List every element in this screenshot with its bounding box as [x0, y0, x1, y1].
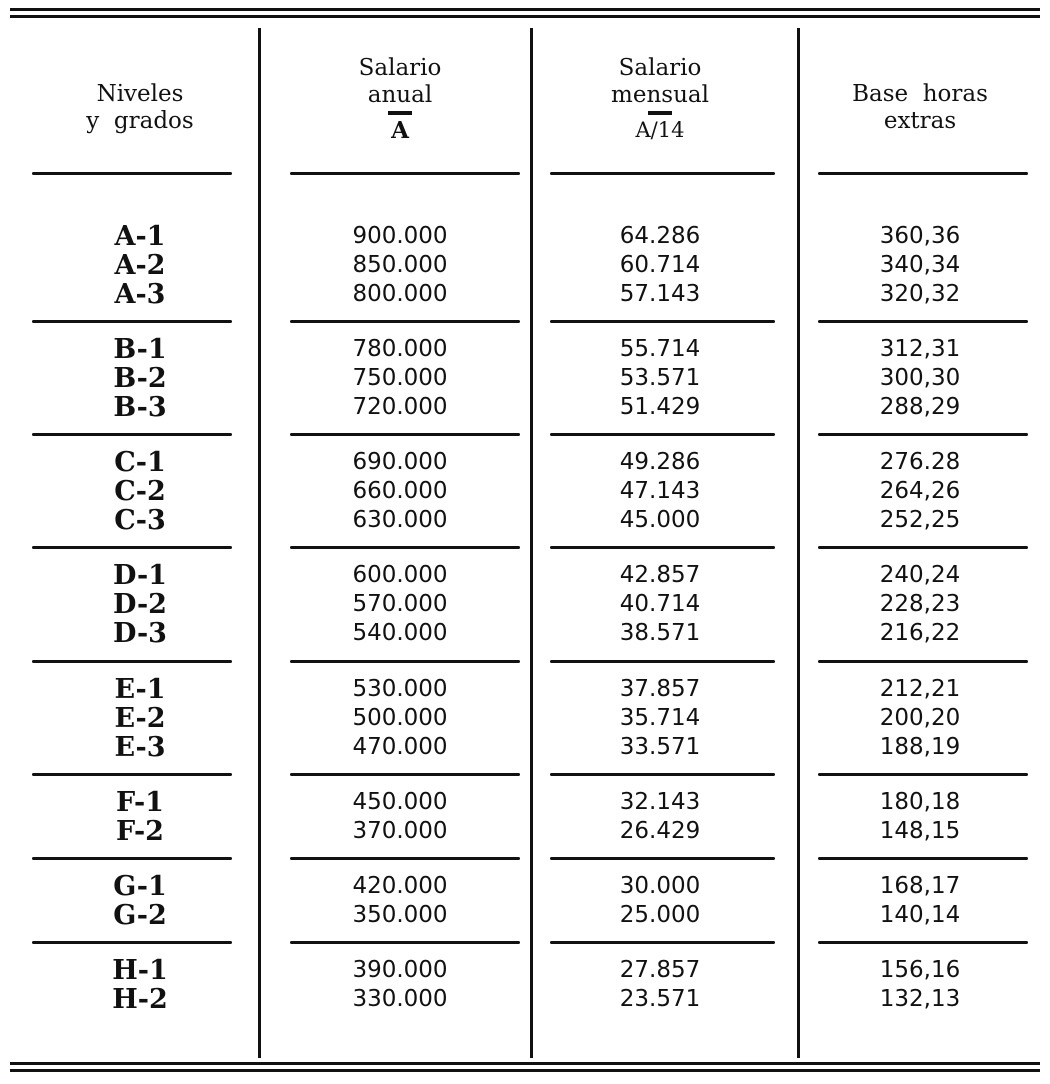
header-monthly-line1: Salario: [618, 55, 702, 81]
cell-monthly: 53.571: [619, 365, 701, 391]
table-row: [0, 788, 1050, 817]
cell-annual: 850.000: [352, 252, 448, 278]
table-row: [0, 901, 1050, 930]
group-separator: [818, 773, 1028, 776]
header-monthly: [540, 55, 780, 144]
cell-level: F-2: [116, 816, 164, 847]
group-separator: [818, 546, 1028, 549]
cell-level: F-1: [116, 787, 164, 818]
cell-level: C-3: [114, 505, 166, 536]
row-group: [0, 872, 1050, 930]
cell-monthly: 25.000: [619, 902, 701, 928]
group-separator: [290, 941, 520, 944]
table-row: [0, 364, 1050, 393]
cell-annual: 780.000: [352, 336, 448, 362]
row-group: [0, 448, 1050, 535]
cell-annual: 530.000: [352, 676, 448, 702]
cell-level: C-1: [114, 447, 166, 478]
cell-annual: 690.000: [352, 449, 448, 475]
group-separator: [818, 941, 1028, 944]
group-separator: [550, 546, 775, 549]
group-separator: [290, 320, 520, 323]
top-rule-inner: [10, 15, 1040, 18]
cell-monthly: 26.429: [619, 818, 701, 844]
bottom-rule-outer: [10, 1069, 1040, 1072]
header-annual-line1: Salario: [358, 55, 442, 81]
cell-annual: 630.000: [352, 507, 448, 533]
group-separator: [550, 857, 775, 860]
table-row: [0, 561, 1050, 590]
cell-annual: 600.000: [352, 562, 448, 588]
header-level-line2: y grados: [86, 108, 194, 134]
cell-overtime: 212,21: [879, 676, 961, 702]
header-annual-symbol: A: [391, 117, 409, 144]
cell-annual: 900.000: [352, 223, 448, 249]
cell-monthly: 47.143: [619, 478, 701, 504]
table-row: [0, 619, 1050, 648]
cell-overtime: 132,13: [879, 986, 961, 1012]
cell-overtime: 200,20: [879, 705, 961, 731]
header-level-line1: Niveles: [96, 81, 184, 107]
cell-monthly: 49.286: [619, 449, 701, 475]
group-separator: [290, 773, 520, 776]
cell-monthly: 38.571: [619, 620, 701, 646]
row-group: [0, 561, 1050, 648]
row-group: [0, 675, 1050, 762]
header-overtime-line2: extras: [883, 108, 957, 134]
cell-level: A-2: [114, 250, 166, 281]
cell-annual: 350.000: [352, 902, 448, 928]
cell-overtime: 240,24: [879, 562, 961, 588]
cell-monthly: 23.571: [619, 986, 701, 1012]
bottom-rule-inner: [10, 1062, 1040, 1065]
table-row: [0, 675, 1050, 704]
header-underline: [818, 172, 1028, 175]
cell-level: B-2: [113, 363, 167, 394]
cell-annual: 470.000: [352, 734, 448, 760]
cell-monthly: 30.000: [619, 873, 701, 899]
table-row: [0, 506, 1050, 535]
cell-monthly: 60.714: [619, 252, 701, 278]
cell-level: D-3: [113, 618, 167, 649]
header-monthly-symbol: A/14: [635, 118, 685, 142]
cell-annual: 330.000: [352, 986, 448, 1012]
overline-mark: [388, 111, 412, 115]
group-separator: [818, 433, 1028, 436]
group-separator: [32, 546, 232, 549]
cell-monthly: 27.857: [619, 957, 701, 983]
cell-annual: 390.000: [352, 957, 448, 983]
cell-annual: 500.000: [352, 705, 448, 731]
cell-level: B-3: [113, 392, 167, 423]
row-group: [0, 335, 1050, 422]
cell-overtime: 276.28: [879, 449, 961, 475]
group-separator: [32, 857, 232, 860]
group-separator: [550, 773, 775, 776]
table-row: [0, 733, 1050, 762]
cell-monthly: 33.571: [619, 734, 701, 760]
cell-monthly: 45.000: [619, 507, 701, 533]
group-separator: [818, 857, 1028, 860]
cell-annual: 570.000: [352, 591, 448, 617]
header-annual-line2: anual: [367, 82, 433, 108]
group-separator: [550, 320, 775, 323]
cell-annual: 540.000: [352, 620, 448, 646]
group-separator: [32, 320, 232, 323]
row-group: [0, 222, 1050, 309]
cell-monthly: 51.429: [619, 394, 701, 420]
cell-overtime: 320,32: [879, 281, 961, 307]
cell-overtime: 360,36: [879, 223, 961, 249]
header-underline: [32, 172, 232, 175]
cell-overtime: 216,22: [879, 620, 961, 646]
cell-level: C-2: [114, 476, 166, 507]
table-row: [0, 817, 1050, 846]
cell-annual: 720.000: [352, 394, 448, 420]
group-separator: [290, 857, 520, 860]
cell-overtime: 228,23: [879, 591, 961, 617]
table-row: [0, 251, 1050, 280]
cell-level: E-2: [114, 703, 166, 734]
overline-mark: [648, 111, 672, 115]
cell-level: D-2: [113, 589, 167, 620]
table-row: [0, 477, 1050, 506]
cell-level: E-1: [114, 674, 166, 705]
group-separator: [550, 433, 775, 436]
cell-monthly: 40.714: [619, 591, 701, 617]
table-row: [0, 704, 1050, 733]
group-separator: [32, 773, 232, 776]
cell-overtime: 168,17: [879, 873, 961, 899]
cell-annual: 420.000: [352, 873, 448, 899]
table-row: [0, 393, 1050, 422]
table-row: [0, 280, 1050, 309]
group-separator: [32, 660, 232, 663]
table-row: [0, 985, 1050, 1014]
table-row: [0, 448, 1050, 477]
row-group: [0, 788, 1050, 846]
cell-overtime: 312,31: [879, 336, 961, 362]
group-separator: [550, 660, 775, 663]
cell-level: G-1: [113, 871, 167, 902]
cell-level: H-2: [112, 984, 168, 1015]
cell-overtime: 188,19: [879, 734, 961, 760]
cell-overtime: 140,14: [879, 902, 961, 928]
group-separator: [32, 433, 232, 436]
cell-overtime: 180,18: [879, 789, 961, 815]
cell-level: G-2: [113, 900, 167, 931]
cell-overtime: 264,26: [879, 478, 961, 504]
table-row: [0, 956, 1050, 985]
cell-monthly: 32.143: [619, 789, 701, 815]
cell-level: A-1: [114, 221, 166, 252]
cell-monthly: 42.857: [619, 562, 701, 588]
header-level: [30, 81, 250, 135]
row-group: [0, 956, 1050, 1014]
table-row: [0, 335, 1050, 364]
cell-annual: 750.000: [352, 365, 448, 391]
cell-annual: 450.000: [352, 789, 448, 815]
table-row: [0, 222, 1050, 251]
group-separator: [818, 320, 1028, 323]
cell-monthly: 64.286: [619, 223, 701, 249]
cell-level: D-1: [113, 560, 167, 591]
cell-annual: 370.000: [352, 818, 448, 844]
group-separator: [290, 546, 520, 549]
group-separator: [290, 433, 520, 436]
group-separator: [290, 660, 520, 663]
cell-overtime: 300,30: [879, 365, 961, 391]
header-overtime: [810, 81, 1030, 135]
cell-level: A-3: [114, 279, 166, 310]
cell-overtime: 340,34: [879, 252, 961, 278]
top-rule-outer: [10, 8, 1040, 11]
header-underline: [550, 172, 775, 175]
group-separator: [550, 941, 775, 944]
cell-monthly: 57.143: [619, 281, 701, 307]
header-annual: [280, 55, 520, 144]
cell-overtime: 288,29: [879, 394, 961, 420]
table-row: [0, 872, 1050, 901]
cell-monthly: 37.857: [619, 676, 701, 702]
table-row: [0, 590, 1050, 619]
cell-overtime: 252,25: [879, 507, 961, 533]
cell-level: H-1: [112, 955, 168, 986]
cell-level: E-3: [114, 732, 166, 763]
cell-overtime: 148,15: [879, 818, 961, 844]
header-monthly-line2: mensual: [611, 82, 709, 108]
cell-overtime: 156,16: [879, 957, 961, 983]
group-separator: [32, 941, 232, 944]
header-underline: [290, 172, 520, 175]
cell-monthly: 35.714: [619, 705, 701, 731]
header-overtime-line1: Base horas: [852, 81, 988, 107]
cell-annual: 800.000: [352, 281, 448, 307]
cell-annual: 660.000: [352, 478, 448, 504]
cell-level: B-1: [113, 334, 167, 365]
cell-monthly: 55.714: [619, 336, 701, 362]
group-separator: [818, 660, 1028, 663]
